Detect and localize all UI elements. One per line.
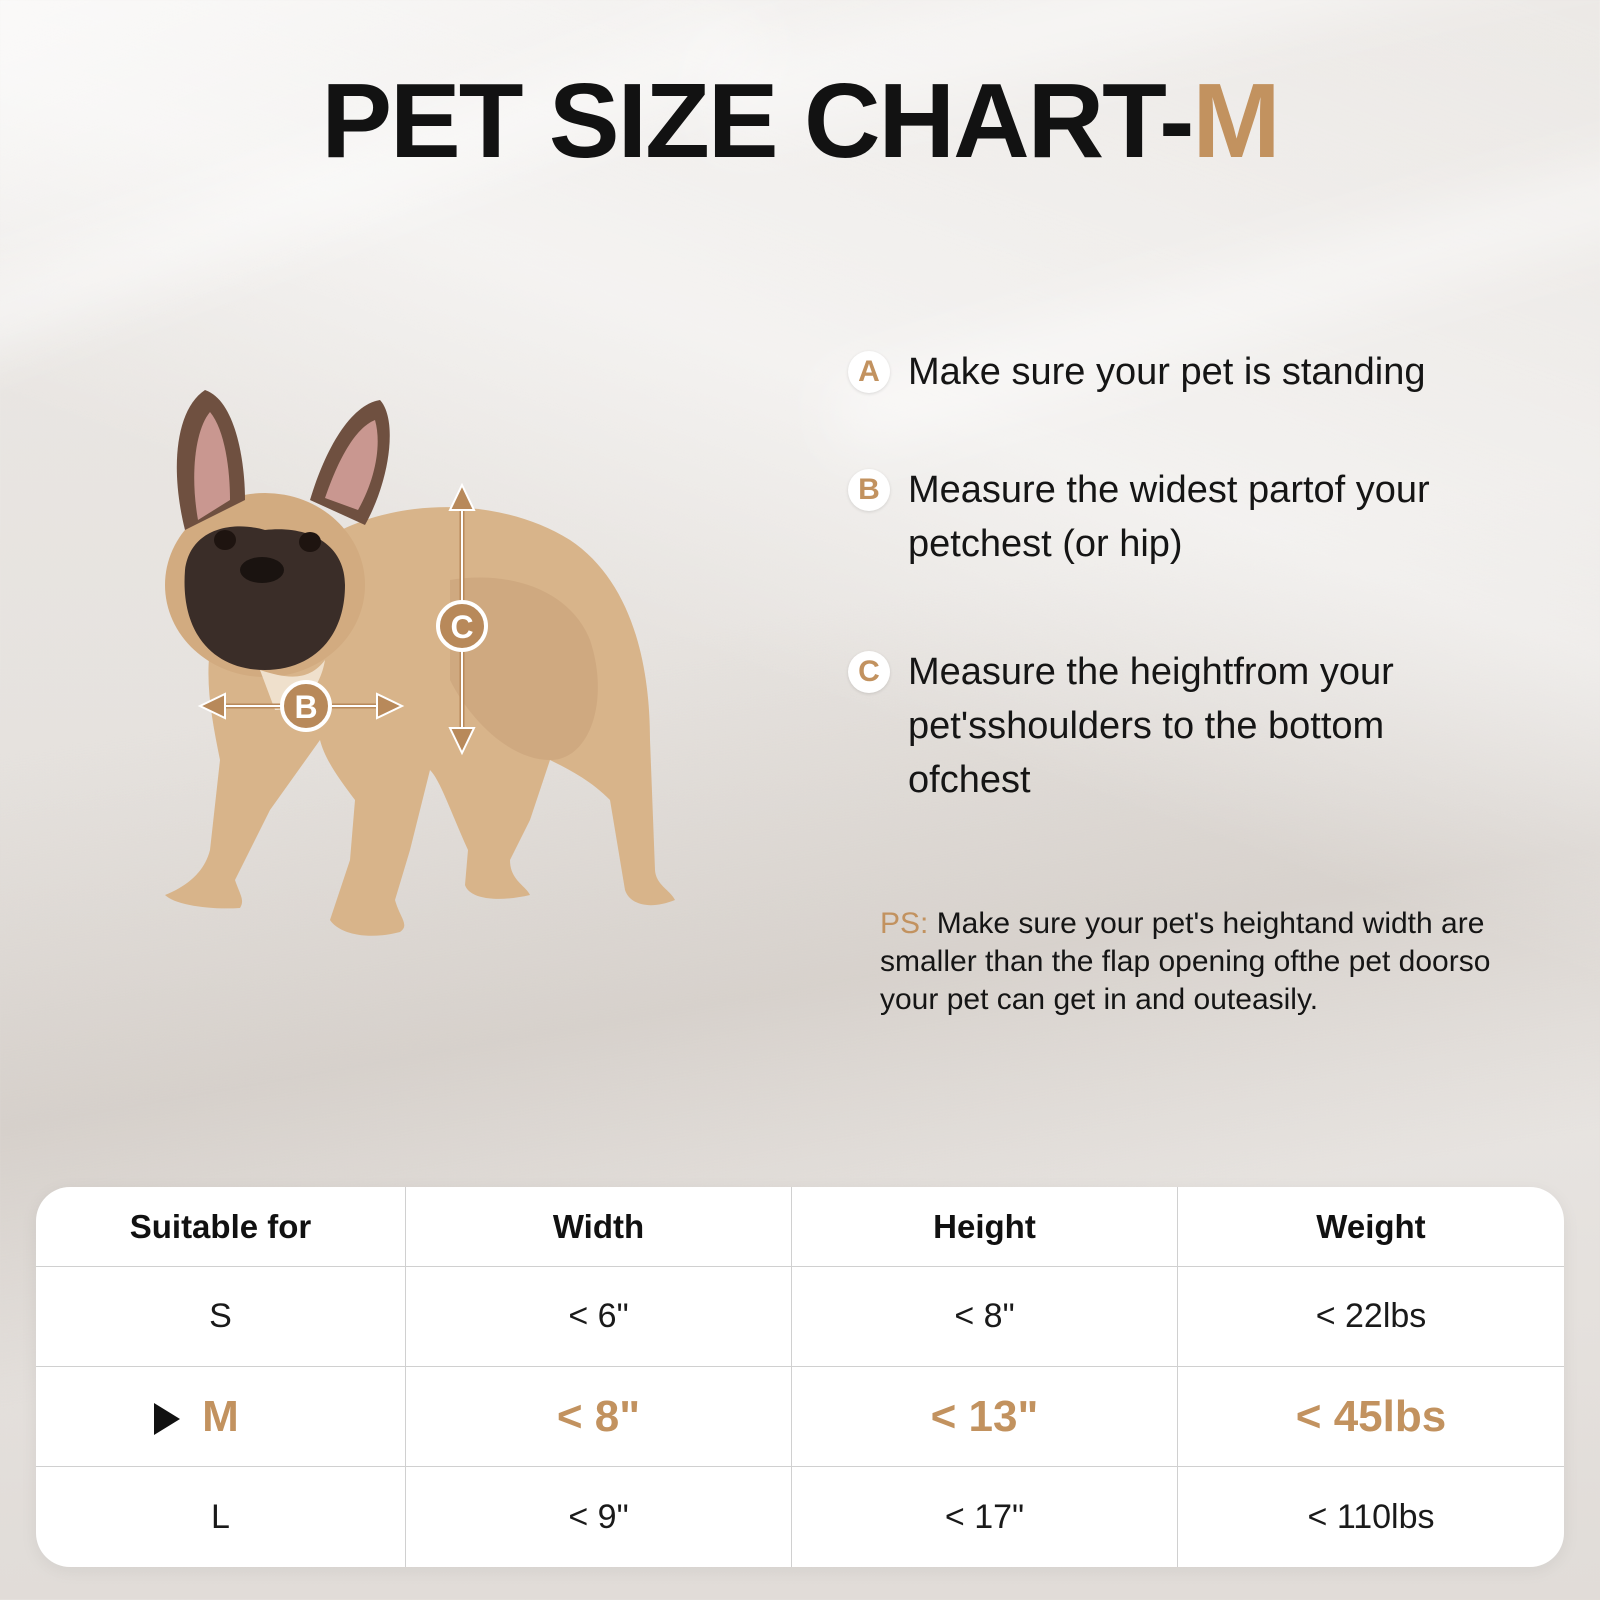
triangle-right-icon <box>154 1403 180 1435</box>
ps-text: Make sure your pet's heightand width are smaller than the flap opening ofthe pet doorso your pet can get in and outeasily. <box>880 907 1491 1016</box>
size-table <box>36 1187 1564 1567</box>
row-m-weight: < 45lbs <box>1178 1367 1564 1467</box>
row-l-size: L <box>36 1467 406 1567</box>
row-s-width: < 6" <box>406 1267 792 1367</box>
row-m-width: < 8" <box>406 1367 792 1467</box>
badge-a-icon: A <box>848 351 890 393</box>
dog-eye-right <box>299 532 321 552</box>
instruction-c <box>848 645 1528 807</box>
row-l-weight: < 110lbs <box>1307 1497 1435 1536</box>
instruction-b-text: Measure the widest partof your petchest (or hip) <box>908 469 1430 565</box>
header-width: Width <box>406 1187 792 1267</box>
instruction-a-text: Make sure your pet is standing <box>908 351 1426 393</box>
ps-note <box>880 905 1520 1019</box>
marker-c-label: C <box>450 609 474 645</box>
french-bulldog-figure <box>150 380 710 960</box>
title-size: M <box>1192 62 1279 180</box>
marker-b-label: B <box>294 689 318 725</box>
dog-illustration <box>150 380 710 960</box>
row-s-height: < 8" <box>792 1267 1178 1367</box>
row-m-size: M <box>202 1391 239 1441</box>
row-l-height: < 17" <box>792 1467 1178 1567</box>
row-l-width: < 9" <box>406 1467 792 1567</box>
row-m-size-cell <box>36 1367 406 1467</box>
size-table-card <box>36 1187 1564 1567</box>
instruction-b <box>848 463 1528 571</box>
row-s-weight: < 22lbs <box>1178 1267 1564 1367</box>
badge-c-icon: C <box>848 651 890 693</box>
header-height: Height <box>792 1187 1178 1267</box>
title-main: PET SIZE CHART- <box>321 62 1193 180</box>
dog-mask <box>185 526 345 670</box>
row-s-size: S <box>36 1267 406 1367</box>
badge-b-icon: B <box>848 469 890 511</box>
dog-eye-left <box>214 530 236 550</box>
page-title <box>0 58 1600 185</box>
row-m-height: < 13" <box>792 1367 1178 1467</box>
header-suitable-for: Suitable for <box>36 1187 406 1267</box>
ps-label: PS: <box>880 907 929 940</box>
header-weight: Weight <box>1178 1187 1564 1267</box>
dog-nose <box>240 557 284 583</box>
instruction-a <box>848 345 1528 399</box>
instruction-c-text: Measure the heightfrom your pet'sshoulders to the bottom ofchest <box>908 651 1394 801</box>
